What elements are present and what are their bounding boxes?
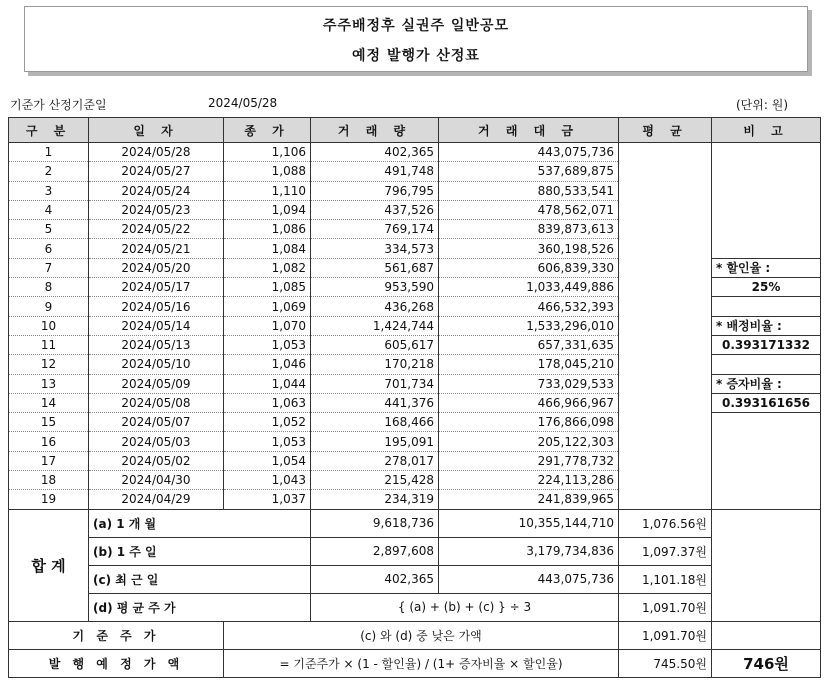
table-row: [9, 143, 821, 162]
cell-volume: 170,218: [311, 355, 439, 374]
summary-c-amount: 443,075,736: [439, 565, 619, 593]
summary-b-volume: 2,897,608: [311, 537, 439, 565]
cell-no: 9: [9, 297, 89, 316]
cell-no: 12: [9, 355, 89, 374]
note-cell: [712, 200, 821, 219]
cell-date: 2024/05/22: [89, 220, 224, 239]
cell-date: 2024/05/02: [89, 451, 224, 470]
cell-volume: 195,091: [311, 432, 439, 451]
cell-amount: 466,966,967: [439, 393, 619, 412]
header-date: 일 자: [89, 118, 224, 143]
summary-b-label: (b) 1 주 일: [89, 537, 311, 565]
avg-column-cell: [619, 143, 712, 510]
header-avg: 평 균: [619, 118, 712, 143]
cell-date: 2024/05/24: [89, 181, 224, 200]
title-line2: 예정 발행가 산정표: [352, 48, 480, 64]
cell-amount: 478,562,071: [439, 200, 619, 219]
header-volume: 거 래 량: [311, 118, 439, 143]
cell-close: 1,110: [224, 181, 311, 200]
cell-date: 2024/04/30: [89, 471, 224, 490]
summary-b-amount: 3,179,734,836: [439, 537, 619, 565]
cell-date: 2024/05/16: [89, 297, 224, 316]
cell-volume: 561,687: [311, 258, 439, 277]
cell-close: 1,054: [224, 451, 311, 470]
cell-no: 14: [9, 393, 89, 412]
note-cell: * 할인율 :: [712, 258, 821, 277]
note-cell: [712, 143, 821, 162]
issue-price-row: [9, 649, 821, 677]
cell-amount: 839,873,613: [439, 220, 619, 239]
note-cell: [712, 413, 821, 432]
cell-no: 18: [9, 471, 89, 490]
cell-amount: 224,113,286: [439, 471, 619, 490]
summary-d-formula: { (a) + (b) + (c) } ÷ 3: [311, 593, 619, 621]
cell-amount: 360,198,526: [439, 239, 619, 258]
note-cell: [712, 451, 821, 470]
note-cell: 0.393171332: [712, 335, 821, 354]
title-box: [24, 6, 808, 72]
cell-close: 1,094: [224, 200, 311, 219]
note-cell: [712, 490, 821, 509]
summary-b-avg: 1,097.37원: [619, 537, 712, 565]
cell-amount: 241,839,965: [439, 490, 619, 509]
cell-close: 1,044: [224, 374, 311, 393]
cell-date: 2024/05/21: [89, 239, 224, 258]
cell-amount: 443,075,736: [439, 143, 619, 162]
cell-amount: 1,033,449,886: [439, 278, 619, 297]
note-cell: [712, 239, 821, 258]
cell-no: 2: [9, 162, 89, 181]
note-cell: 0.393161656: [712, 393, 821, 412]
cell-no: 4: [9, 200, 89, 219]
title-line1: 주주배정후 실권주 일반공모: [322, 18, 510, 34]
issue-price-final: 746원: [712, 649, 821, 677]
unit-label: (단위: 원): [736, 98, 788, 112]
cell-date: 2024/05/23: [89, 200, 224, 219]
summary-row-a: [9, 509, 821, 537]
header-close: 종 가: [224, 118, 311, 143]
base-price-value: 1,091.70원: [619, 621, 712, 649]
cell-no: 3: [9, 181, 89, 200]
cell-close: 1,070: [224, 316, 311, 335]
cell-volume: 168,466: [311, 413, 439, 432]
note-cell: [712, 432, 821, 451]
cell-no: 7: [9, 258, 89, 277]
issue-price-formula: = 기준주가 × (1 - 할인율) / (1+ 증자비율 × 할인율): [224, 649, 619, 677]
cell-close: 1,063: [224, 393, 311, 412]
cell-amount: 1,533,296,010: [439, 316, 619, 335]
cell-volume: 278,017: [311, 451, 439, 470]
cell-volume: 701,734: [311, 374, 439, 393]
base-date-label: 기준가 산정기준일: [10, 98, 107, 112]
cell-date: 2024/05/03: [89, 432, 224, 451]
cell-no: 11: [9, 335, 89, 354]
cell-close: 1,084: [224, 239, 311, 258]
cell-close: 1,088: [224, 162, 311, 181]
cell-no: 10: [9, 316, 89, 335]
cell-amount: 537,689,875: [439, 162, 619, 181]
header-row: [9, 118, 821, 143]
cell-date: 2024/05/20: [89, 258, 224, 277]
cell-no: 16: [9, 432, 89, 451]
summary-row-b: [9, 537, 821, 565]
note-cell: [712, 355, 821, 374]
summary-a-avg: 1,076.56원: [619, 509, 712, 537]
cell-no: 1: [9, 143, 89, 162]
cell-volume: 769,174: [311, 220, 439, 239]
summary-a-amount: 10,355,144,710: [439, 509, 619, 537]
base-price-label: 기 준 주 가: [9, 621, 224, 649]
cell-volume: 1,424,744: [311, 316, 439, 335]
cell-date: 2024/05/28: [89, 143, 224, 162]
cell-volume: 234,319: [311, 490, 439, 509]
summary-row-c: [9, 565, 821, 593]
note-cell: [712, 162, 821, 181]
cell-close: 1,046: [224, 355, 311, 374]
cell-close: 1,106: [224, 143, 311, 162]
base-price-note: [712, 621, 821, 649]
cell-no: 8: [9, 278, 89, 297]
cell-amount: 466,532,393: [439, 297, 619, 316]
cell-close: 1,037: [224, 490, 311, 509]
cell-date: 2024/05/17: [89, 278, 224, 297]
cell-volume: 441,376: [311, 393, 439, 412]
cell-no: 19: [9, 490, 89, 509]
base-price-row: [9, 621, 821, 649]
note-cell: * 증자비율 :: [712, 374, 821, 393]
summary-c-label: (c) 최 근 일: [89, 565, 311, 593]
note-cell: 25%: [712, 278, 821, 297]
issue-price-value: 745.50원: [619, 649, 712, 677]
summary-label: 합 계: [9, 509, 89, 621]
cell-amount: 178,045,210: [439, 355, 619, 374]
base-price-formula: (c) 와 (d) 중 낮은 가액: [224, 621, 619, 649]
cell-amount: 733,029,533: [439, 374, 619, 393]
note-cell: [712, 181, 821, 200]
cell-date: 2024/05/07: [89, 413, 224, 432]
summary-a-volume: 9,618,736: [311, 509, 439, 537]
cell-date: 2024/05/10: [89, 355, 224, 374]
cell-volume: 437,526: [311, 200, 439, 219]
summary-d-avg: 1,091.70원: [619, 593, 712, 621]
cell-no: 6: [9, 239, 89, 258]
note-cell: [712, 471, 821, 490]
cell-amount: 205,122,303: [439, 432, 619, 451]
summary-c-volume: 402,365: [311, 565, 439, 593]
cell-volume: 436,268: [311, 297, 439, 316]
cell-close: 1,052: [224, 413, 311, 432]
cell-amount: 880,533,541: [439, 181, 619, 200]
price-table: [8, 117, 821, 678]
cell-volume: 215,428: [311, 471, 439, 490]
cell-date: 2024/05/09: [89, 374, 224, 393]
cell-date: 2024/04/29: [89, 490, 224, 509]
summary-row-d: [9, 593, 821, 621]
cell-date: 2024/05/13: [89, 335, 224, 354]
cell-volume: 953,590: [311, 278, 439, 297]
cell-no: 13: [9, 374, 89, 393]
note-cell: [712, 297, 821, 316]
cell-amount: 606,839,330: [439, 258, 619, 277]
note-cell: [712, 220, 821, 239]
cell-volume: 334,573: [311, 239, 439, 258]
header-amount: 거 래 대 금: [439, 118, 619, 143]
cell-date: 2024/05/27: [89, 162, 224, 181]
summary-note-cell: [712, 509, 821, 621]
cell-amount: 176,866,098: [439, 413, 619, 432]
cell-close: 1,053: [224, 335, 311, 354]
header-note: 비 고: [712, 118, 821, 143]
cell-date: 2024/05/08: [89, 393, 224, 412]
cell-close: 1,043: [224, 471, 311, 490]
cell-close: 1,086: [224, 220, 311, 239]
cell-no: 15: [9, 413, 89, 432]
cell-volume: 402,365: [311, 143, 439, 162]
cell-volume: 491,748: [311, 162, 439, 181]
cell-amount: 657,331,635: [439, 335, 619, 354]
cell-no: 5: [9, 220, 89, 239]
summary-d-label: (d) 평 균 주 가: [89, 593, 311, 621]
cell-close: 1,085: [224, 278, 311, 297]
issue-price-label: 발 행 예 정 가 액: [9, 649, 224, 677]
cell-date: 2024/05/14: [89, 316, 224, 335]
cell-volume: 796,795: [311, 181, 439, 200]
base-date: 2024/05/28: [208, 96, 278, 110]
cell-close: 1,053: [224, 432, 311, 451]
summary-c-avg: 1,101.18원: [619, 565, 712, 593]
header-no: 구 분: [9, 118, 89, 143]
cell-close: 1,082: [224, 258, 311, 277]
cell-amount: 291,778,732: [439, 451, 619, 470]
cell-close: 1,069: [224, 297, 311, 316]
cell-no: 17: [9, 451, 89, 470]
summary-a-label: (a) 1 개 월: [89, 509, 311, 537]
note-cell: * 배정비율 :: [712, 316, 821, 335]
cell-volume: 605,617: [311, 335, 439, 354]
